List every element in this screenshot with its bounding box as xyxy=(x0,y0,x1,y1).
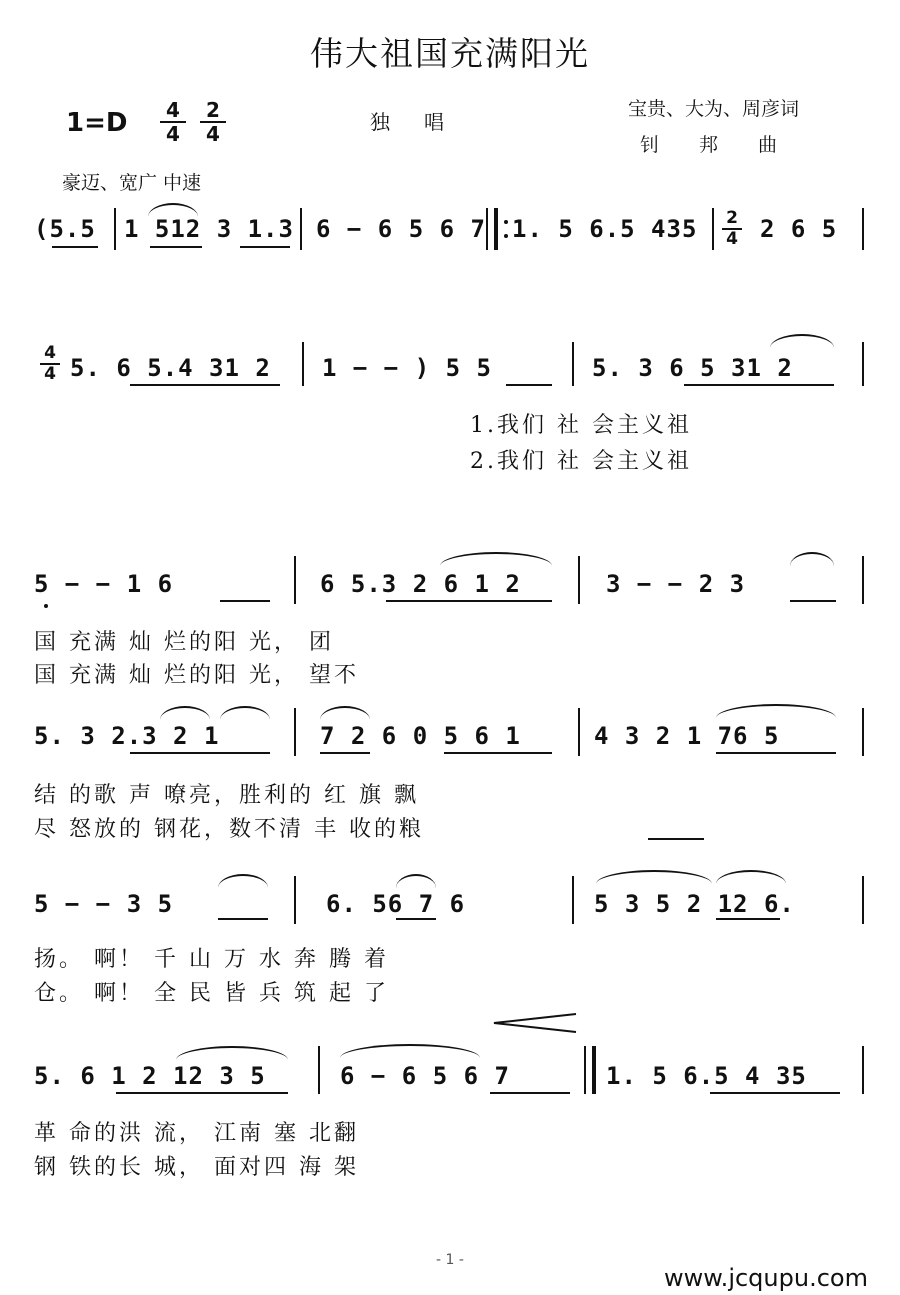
measure: 5 − − 1 6 xyxy=(34,570,174,598)
time-signature-4-4: 4 4 xyxy=(160,100,186,144)
time-signature-change: 2 4 xyxy=(722,210,742,248)
measure: 5. 3 6 5 31 2 xyxy=(592,354,793,382)
key-signature: 1=D xyxy=(66,108,128,138)
measure: 1. 5 6.5 435 xyxy=(512,215,698,243)
measure: 1 − − ) 5 5 xyxy=(322,354,492,382)
lyrics-verse-1: 扬。 啊！ 千 山 万 水 奔 腾 着 xyxy=(34,947,389,972)
measure: 5. 6 1 2 12 3 5 xyxy=(34,1062,266,1090)
measure: 6 − 6 5 6 7 xyxy=(340,1062,510,1090)
tempo-marking: 豪迈、宽广 中速 xyxy=(62,172,202,194)
measure: 6 5.3 2 6 1 2 xyxy=(320,570,521,598)
lyrics-verse-2: 2.我们 社 会主义祖 xyxy=(470,449,692,474)
time-signature-change: 4 4 xyxy=(40,345,60,383)
lyrics-verse-2: 仓。 啊！ 全 民 皆 兵 筑 起 了 xyxy=(34,981,389,1006)
website-watermark: www.jcqupu.com xyxy=(664,1264,868,1292)
measure: 1. 5 6.5 4 35 xyxy=(606,1062,807,1090)
lyrics-verse-2: 尽 怒放的 钢花，数不清 丰 收的粮 xyxy=(34,817,424,842)
lyricist-credit: 宝贵、大为、周彦词 xyxy=(628,98,800,120)
performance-type: 独唱 xyxy=(370,110,478,134)
measure: 5 3 5 2 12 6. xyxy=(594,890,795,918)
measure: 1 512 3 1.3 xyxy=(124,215,294,243)
measure: 2 6 5 xyxy=(760,215,838,243)
measure: (5.5 xyxy=(34,215,96,243)
measure: 5. 3 2.3 2 1 xyxy=(34,722,220,750)
lyrics-verse-1: 结 的歌 声 嘹亮，胜利的 红 旗 飘 xyxy=(34,783,419,808)
measure: 6 − 6 5 6 7 xyxy=(316,215,486,243)
page-number: - 1 - xyxy=(436,1252,464,1268)
lyrics-verse-1: 国 充满 灿 烂的阳 光， 团 xyxy=(34,630,334,655)
lyrics-verse-2: 国 充满 灿 烂的阳 光， 望不 xyxy=(34,663,359,688)
measure: 5 − − 3 5 xyxy=(34,890,174,918)
composer-credit: 钊邦曲 xyxy=(640,134,818,156)
measure: 3 − − 2 3 xyxy=(606,570,746,598)
crescendo-hairpin-icon xyxy=(490,1012,580,1034)
lyrics-verse-2: 钢 铁的长 城， 面对四 海 架 xyxy=(34,1155,359,1180)
measure: 6. 56 7 6 xyxy=(326,890,466,918)
lyrics-verse-1: 1.我们 社 会主义祖 xyxy=(470,413,692,438)
lyrics-verse-1: 革 命的洪 流， 江南 塞 北翻 xyxy=(34,1121,359,1146)
measure: 7 2 6 0 5 6 1 xyxy=(320,722,521,750)
measure: 4 3 2 1 76 5 xyxy=(594,722,780,750)
time-signature-2-4: 2 4 xyxy=(200,100,226,144)
measure: 5. 6 5.4 31 2 xyxy=(70,354,271,382)
song-title: 伟大祖国充满阳光 xyxy=(310,34,590,73)
